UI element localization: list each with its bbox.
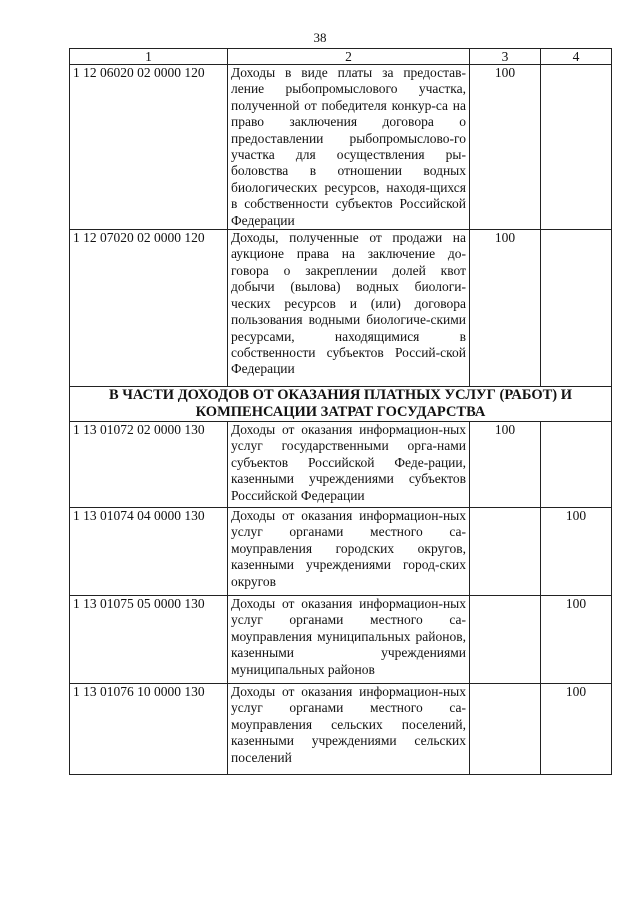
revenue-description: Доходы от оказания информацион-ных услуг органами местного са-моуправления городских округов, казенными учреждениями город-ских округов: [228, 508, 470, 596]
table-row: [70, 684, 612, 775]
revenue-description: Доходы в виде платы за предостав-ление рыбопромыслового участка, полученной от победителя конкур-са на право заключения договора о предоставлении рыбопромыслово-го участка для осуществления ры-боловства в отношении водных биологических ресурсов, находя-щихся в собственности субъектов Российской Федерации: [228, 65, 470, 230]
value-col4: 100: [541, 508, 612, 596]
column-number: 1: [70, 49, 228, 65]
revenue-code: 1 13 01076 10 0000 130: [70, 684, 228, 775]
revenue-code: 1 13 01075 05 0000 130: [70, 596, 228, 684]
revenue-description: Доходы, полученные от продажи на аукционе права на заключение до-говора о закреплении долей квот добычи (вылова) водных биологи-ческих ресурсов и (или) договора пользования водными биологиче-скими ресурсами, находящимися в собственности субъектов Россий-ской Федерации: [228, 230, 470, 387]
value-col3: [470, 596, 541, 684]
value-col4: [541, 230, 612, 387]
value-col3: [470, 508, 541, 596]
column-number: 4: [541, 49, 612, 65]
table-row: [70, 422, 612, 508]
table-row: [70, 508, 612, 596]
value-col4: 100: [541, 596, 612, 684]
column-number: 3: [470, 49, 541, 65]
value-col3: 100: [470, 422, 541, 508]
revenue-description: Доходы от оказания информацион-ных услуг государственными орга-нами субъектов Российской Феде-рации, казенными учреждениями субъектов Российской Федерации: [228, 422, 470, 508]
revenue-code: 1 12 07020 02 0000 120: [70, 230, 228, 387]
table-row: [70, 65, 612, 230]
value-col4: [541, 422, 612, 508]
revenue-code: 1 13 01072 02 0000 130: [70, 422, 228, 508]
column-number-row: [70, 49, 612, 65]
value-col3: [470, 684, 541, 775]
value-col3: 100: [470, 230, 541, 387]
column-number: 2: [228, 49, 470, 65]
table-row: [70, 230, 612, 387]
revenue-description: Доходы от оказания информацион-ных услуг органами местного са-моуправления сельских поселений, казенными учреждениями сельских поселений: [228, 684, 470, 775]
table-row: [70, 596, 612, 684]
value-col4: 100: [541, 684, 612, 775]
revenue-code: 1 12 06020 02 0000 120: [70, 65, 228, 230]
revenue-code: 1 13 01074 04 0000 130: [70, 508, 228, 596]
section-heading: В ЧАСТИ ДОХОДОВ ОТ ОКАЗАНИЯ ПЛАТНЫХ УСЛУГ (РАБОТ) И КОМПЕНСАЦИИ ЗАТРАТ ГОСУДАРСТВА: [70, 387, 612, 422]
page-number: 38: [313, 30, 327, 45]
section-heading-row: [70, 387, 612, 422]
budget-revenue-table: [69, 48, 612, 775]
value-col4: [541, 65, 612, 230]
value-col3: 100: [470, 65, 541, 230]
revenue-description: Доходы от оказания информацион-ных услуг органами местного са-моуправления муниципальных районов, казенными учреждениями муниципальных районов: [228, 596, 470, 684]
